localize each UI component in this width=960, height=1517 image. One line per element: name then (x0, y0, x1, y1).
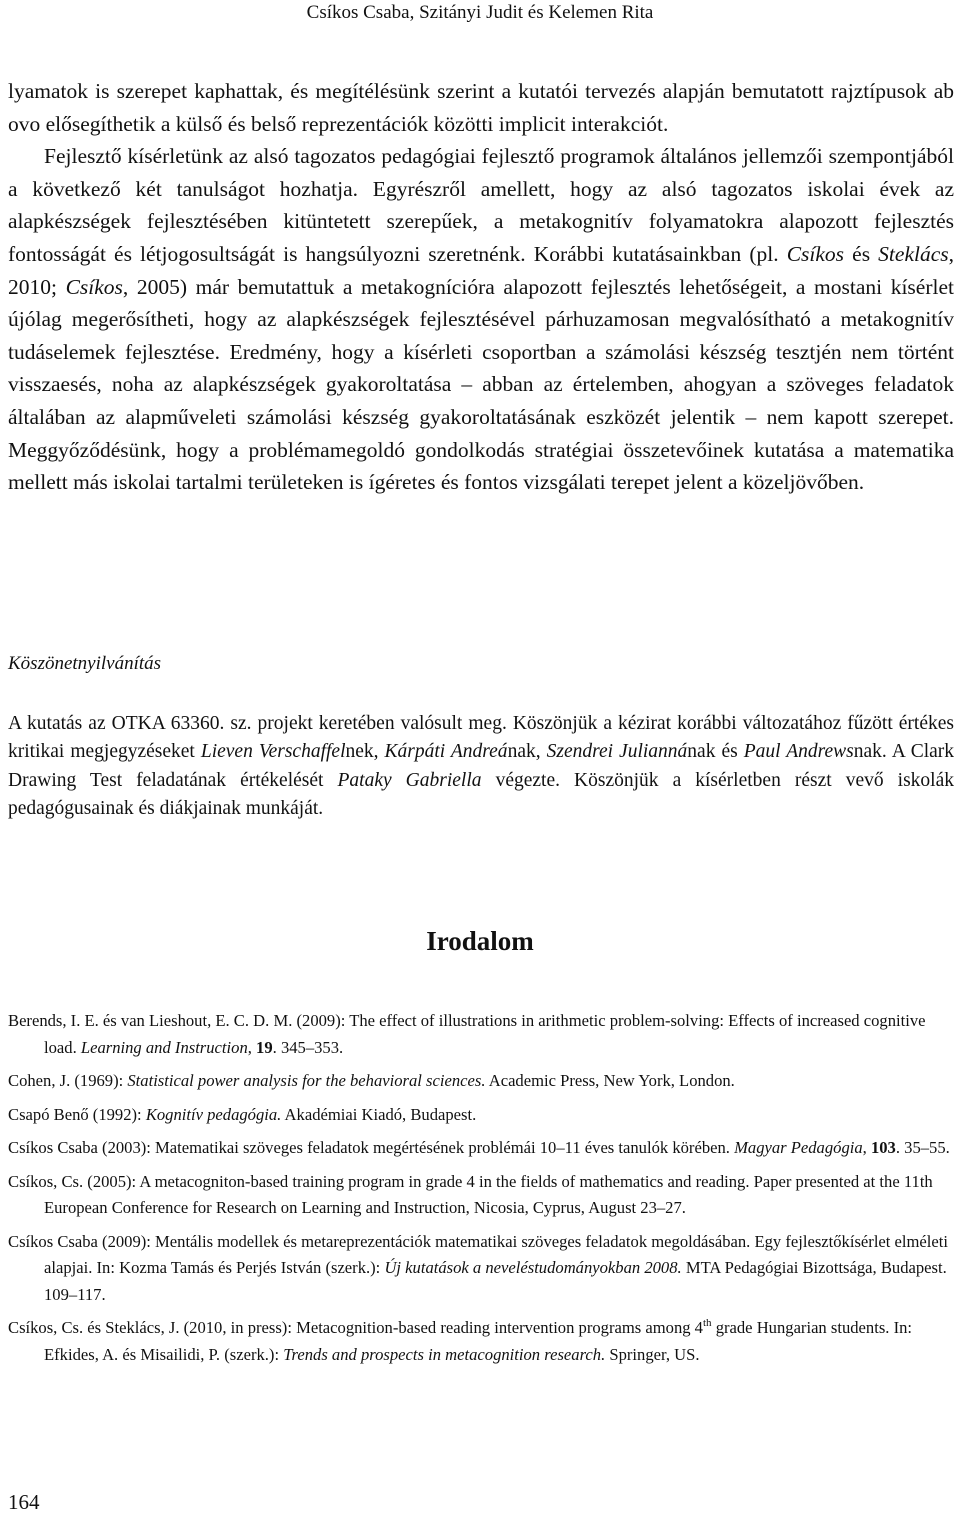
ref-title: Új kutatások a neveléstudományokban 2008. (384, 1258, 682, 1277)
ref-title: Statistical power analysis for the behavioral sciences. (127, 1071, 486, 1090)
ref-journal: Magyar Pedagógia (734, 1138, 863, 1157)
ref-text: , (862, 1138, 871, 1157)
ref-text: Cohen, J. (1969): (8, 1071, 128, 1090)
reference-item (8, 1068, 954, 1095)
ack-segment: nak. A Clark Drawing Test feladatának értékelését (8, 741, 955, 791)
citation-conjunction: és (844, 241, 879, 266)
citation-author: Steklács (878, 241, 949, 266)
ref-text: Csíkos, Cs. és Steklács, J. (2010, in press): Metacognition-based reading intervention programs among 4 (8, 1318, 703, 1337)
ref-text: Csíkos Csaba (2003): Matematikai szöveges feladatok megértésének problémái 10–11 éves tanulók körében. (8, 1138, 735, 1157)
references-title: Irodalom (426, 926, 534, 956)
ref-text: , (247, 1037, 257, 1057)
paragraph-2 (8, 140, 954, 499)
ack-segment: nak, (507, 741, 547, 763)
paragraph-1: lyamatok is szerepet kaphattak, és megítélésünk szerint a kutatói tervezés alapján bemutatott rajztípusok ab ovo elősegíthetik a külső és belső reprezentációk közötti implicit interakciót. (8, 79, 954, 136)
citation-author: Csíkos (786, 241, 845, 266)
reference-item (8, 1135, 954, 1162)
ack-person-name: Paul Andrews (743, 741, 854, 763)
ref-text: Csíkos, Cs. (2005): A metacogniton-based training program in grade 4 in the fields of mathematics and reading. Paper presented at the 11th European Conference for Research on Learning and Instruction, Nicosia, Cyprus, August 23–27. (8, 1171, 933, 1217)
ack-person-name: Lieven Verschaffel (200, 741, 346, 763)
citation-year: , 2010; (8, 241, 954, 299)
reference-item (8, 1315, 954, 1368)
ref-text: Csapó Benő (1992): (8, 1104, 146, 1124)
ack-person-name: Kárpáti Andreá (384, 741, 508, 763)
paragraph-2-text-a: Fejlesztő kísérletünk az alsó tagozatos pedagógiai fejlesztő programok általános jellemzői szempontjából a következő két tanulságot hozhatja. Egyrészről amellett, hogy az alsó tagozatos iskolai évek az alapkészségek fejlesztésében kitüntetett szerepűek, a metakognitív folyamatokra alapozott fejlesztés fontosságát és létjogosultságát is hangsúlyozni szeretnénk. Korábbi kutatásainkban (pl. (8, 144, 954, 266)
ack-person-name: Szendrei Juliann (546, 741, 678, 763)
acknowledgement-heading: Köszönetnyilvánítás (8, 653, 162, 674)
ack-person-name-suffix: á (677, 741, 688, 763)
acknowledgement-text (8, 710, 954, 824)
ref-text: Akadémiai Kiadó, Budapest. (281, 1104, 477, 1124)
ref-text: Berends, I. E. és van Lieshout, E. C. D. M. (2009): The effect of illustrations in arithmetic problem-solving: Effects of increased cognitive load. (8, 1011, 926, 1057)
reference-item (8, 1102, 954, 1129)
ref-text: Springer, US. (605, 1344, 700, 1364)
ref-text: grade Hungarian students. In: Efkides, A. és Misailidi, P. (szerk.): (44, 1318, 913, 1364)
acknowledgement-paragraph (8, 710, 954, 824)
reference-list (8, 1008, 954, 1375)
ack-segment: A kutatás az OTKA 63360. sz. projekt keretében valósult meg. Köszönjük a kézirat korábbi változatához fűzött értékes kritikai megjegyzéseket (8, 713, 954, 763)
running-header: Csíkos Csaba, Szitányi Judit és Kelemen Rita (306, 2, 654, 23)
reference-item (8, 1008, 954, 1061)
body-text (8, 75, 954, 499)
reference-item (8, 1229, 954, 1309)
ack-segment: nak és (687, 741, 744, 763)
ack-segment: nek, (345, 741, 385, 763)
ref-volume: 103 (870, 1138, 896, 1157)
ref-text: . 35–55. (895, 1138, 950, 1157)
ref-text: Csíkos Csaba (2009): Mentális modellek és metareprezentációk matematikai szöveges feladatok megoldásában. Egy fejlesztőkísérlet elméleti alapjai. In: Kozma Tamás és Perjés István (szerk.): (8, 1231, 948, 1277)
ref-volume: 19 (256, 1037, 273, 1057)
ack-segment: végezte. Köszönjük a kísérletben részt vevő iskolák pedagógusainak és diákjainak munkáját. (8, 769, 954, 820)
paragraph-2-text-b: , 2005) már bemutattuk a metakognícióra alapozott fejlesztés lehetőségeit, a mostani kísérlet újólag megerősítheti, hogy az alapkészségek fejlesztésével párhuzamosan megvalósítható a metakognitív tudáselemek fejlesztése. Eredmény, hogy a kísérleti csoportban a számolási készség tesztjén nem történt visszaesés, noha az alapkészségek gyakoroltatása – abban az értelemben, ahogyan a szöveges feladatok általában az alapműveleti számolási készség gyakoroltatásának eszközét jelentik – nem kapott szerepet. Meggyőződésünk, hogy a problémamegoldó gondolkodás stratégiai összetevőinek kutatása a matematika mellett más iskolai tartalmi területeken is ígéretes és fontos vizsgálati terepet jelent a közeljövőben. (8, 274, 954, 495)
ref-title: Kognitív pedagógia. (145, 1104, 282, 1124)
citation-author: Csíkos (65, 274, 123, 299)
ref-text: MTA Pedagógiai Bizottsága, Budapest. 109–117. (44, 1258, 947, 1304)
ref-text: Academic Press, New York, London. (485, 1071, 735, 1090)
ref-journal: Learning and Instruction (80, 1037, 248, 1057)
ref-superscript: th (702, 1317, 712, 1329)
ack-person-name: Pataky Gabriella (337, 769, 482, 791)
ref-text: . 345–353. (272, 1037, 344, 1057)
page-number: 164 (8, 1490, 40, 1514)
reference-item (8, 1169, 954, 1222)
ref-title: Trends and prospects in metacognition research. (283, 1344, 606, 1364)
